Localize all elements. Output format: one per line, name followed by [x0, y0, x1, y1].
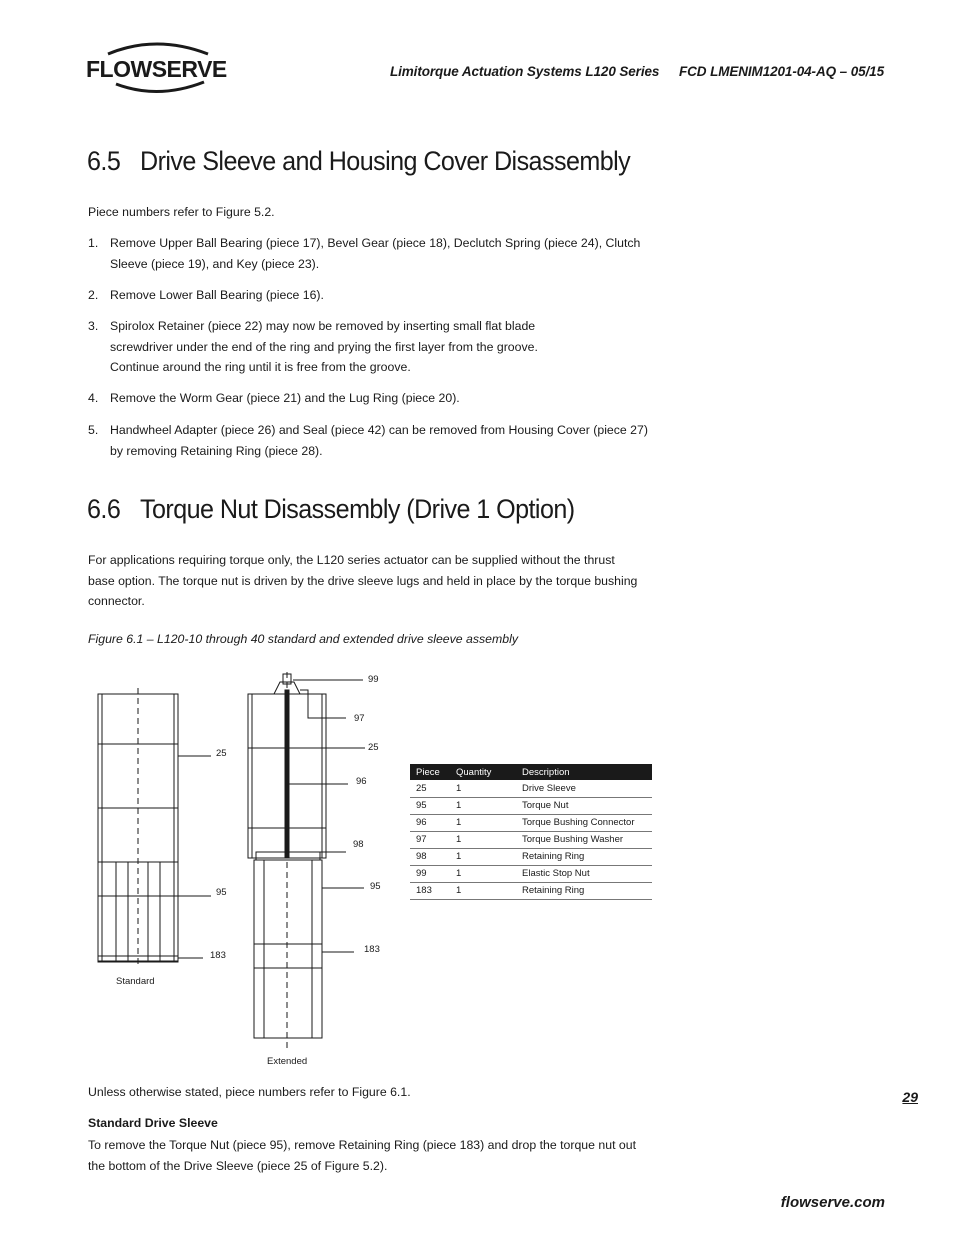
column-header: Description	[516, 764, 652, 780]
step-4	[88, 388, 648, 409]
step-3	[88, 316, 648, 378]
quantity-cell: 1	[450, 814, 516, 831]
column-header: Piece	[410, 764, 450, 780]
extended-label-98: 98	[353, 839, 364, 850]
paragraph-line: the bottom of the Drive Sleeve (piece 25 of Figure 5.2).	[88, 1158, 388, 1173]
standard-label-183: 183	[210, 950, 226, 961]
drive-sleeve-diagram	[88, 668, 408, 1078]
step-line: Sleeve (piece 19), and Key (piece 23).	[110, 256, 320, 271]
quantity-cell: 1	[450, 780, 516, 797]
extended-label-97: 97	[354, 713, 365, 724]
section-6-5-title	[87, 146, 630, 177]
table-row	[410, 831, 652, 848]
piece-cell: 99	[410, 865, 450, 882]
description-cell: Drive Sleeve	[516, 780, 652, 797]
step-line: Handwheel Adapter (piece 26) and Seal (piece 42) can be removed from Housing Cover (piece 27)	[110, 423, 648, 437]
piece-cell: 183	[410, 882, 450, 899]
table-row	[410, 780, 652, 797]
paragraph-line: To remove the Torque Nut (piece 95), remove Retaining Ring (piece 183) and drop the torque nut out	[88, 1138, 636, 1152]
step-number: 4.	[88, 391, 99, 405]
step-line: Remove the Worm Gear (piece 21) and the Lug Ring (piece 20).	[110, 391, 460, 405]
series-title: Limitorque Actuation Systems L120 Series	[389, 64, 660, 79]
step-number: 5.	[88, 423, 99, 437]
paragraph-line: base option. The torque nut is driven by the drive sleeve lugs and held in place by the torque bushing	[88, 573, 638, 588]
section-number: 6.5	[87, 146, 121, 176]
extended-label-25: 25	[368, 742, 379, 753]
quantity-cell: 1	[450, 797, 516, 814]
step-number: 1.	[88, 236, 99, 250]
extended-caption: Extended	[267, 1056, 308, 1067]
quantity-cell: 1	[450, 882, 516, 899]
piece-cell: 95	[410, 797, 450, 814]
piece-cell: 98	[410, 848, 450, 865]
table-row	[410, 848, 652, 865]
intro-text: Piece numbers refer to Figure 5.2.	[88, 205, 275, 219]
figure-reference-note: Unless otherwise stated, piece numbers refer to Figure 6.1.	[88, 1085, 411, 1099]
section-6-6-paragraph	[88, 550, 648, 612]
standard-label-25: 25	[216, 748, 227, 759]
section-heading: Drive Sleeve and Housing Cover Disassembly	[140, 146, 631, 176]
logo-text: FLOWSERVE	[86, 56, 227, 82]
table-row	[410, 865, 652, 882]
figure-caption: Figure 6.1 – L120-10 through 40 standard and extended drive sleeve assembly	[88, 632, 518, 646]
extended-label-183: 183	[364, 944, 380, 955]
document-header	[390, 64, 884, 79]
step-line: Remove Upper Ball Bearing (piece 17), Bevel Gear (piece 18), Declutch Spring (piece 24), Clutch	[110, 236, 641, 250]
table-row	[410, 882, 652, 899]
piece-cell: 96	[410, 814, 450, 831]
footer-website[interactable]: flowserve.com	[780, 1194, 885, 1211]
table-row	[410, 814, 652, 831]
description-cell: Torque Bushing Washer	[516, 831, 652, 848]
doc-code: FCD LMENIM1201-04-AQ – 05/15	[678, 64, 884, 79]
step-line: Spirolox Retainer (piece 22) may now be removed by inserting small flat blade	[110, 319, 536, 333]
table-header-row	[410, 764, 652, 780]
step-line: by removing Retaining Ring (piece 28).	[110, 443, 323, 458]
quantity-cell: 1	[450, 865, 516, 882]
step-line: screwdriver under the end of the ring and prying the first layer from the groove.	[110, 339, 538, 354]
standard-drive-sleeve-heading: Standard Drive Sleeve	[88, 1116, 218, 1130]
piece-cell: 97	[410, 831, 450, 848]
standard-drive-sleeve-text	[88, 1135, 688, 1176]
quantity-cell: 1	[450, 831, 516, 848]
step-number: 2.	[88, 288, 99, 302]
description-cell: Retaining Ring	[516, 848, 652, 865]
standard-label-95: 95	[216, 887, 227, 898]
flowserve-logo	[86, 40, 226, 96]
step-line: Continue around the ring until it is free from the groove.	[110, 360, 411, 374]
parts-table	[410, 764, 652, 900]
step-1	[88, 233, 648, 274]
description-cell: Torque Bushing Connector	[516, 814, 652, 831]
column-header: Quantity	[450, 764, 516, 780]
piece-cell: 25	[410, 780, 450, 797]
extended-label-96: 96	[356, 776, 367, 787]
section-heading: Torque Nut Disassembly (Drive 1 Option)	[140, 494, 575, 524]
drive-sleeve-drawing	[88, 668, 408, 1078]
step-number: 3.	[88, 319, 99, 333]
step-2	[88, 285, 648, 306]
quantity-cell: 1	[450, 848, 516, 865]
standard-caption: Standard	[116, 976, 155, 987]
description-cell: Elastic Stop Nut	[516, 865, 652, 882]
description-cell: Torque Nut	[516, 797, 652, 814]
section-6-6-title	[87, 494, 575, 525]
table-row	[410, 797, 652, 814]
step-line: Remove Lower Ball Bearing (piece 16).	[110, 288, 324, 302]
paragraph-line: For applications requiring torque only, the L120 series actuator can be supplied without the thrust	[88, 553, 615, 567]
page-number: 29	[902, 1089, 918, 1105]
extended-label-95: 95	[370, 881, 381, 892]
description-cell: Retaining Ring	[516, 882, 652, 899]
section-number: 6.6	[87, 494, 121, 524]
step-5	[88, 420, 648, 461]
extended-label-99: 99	[368, 674, 379, 685]
paragraph-line: connector.	[88, 594, 145, 608]
